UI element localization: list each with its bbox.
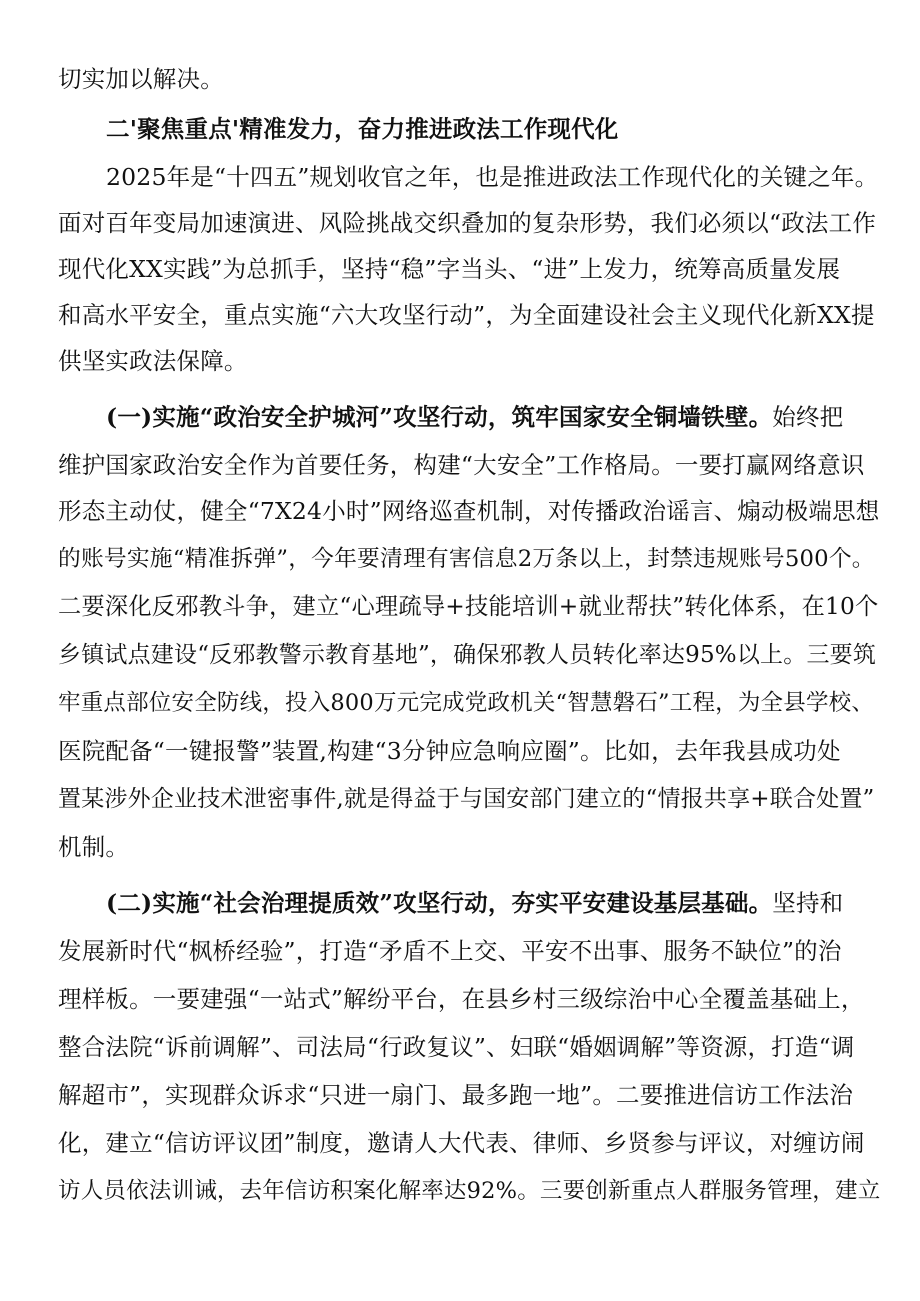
item2-line: 化，建立“信访评议团”制度，邀请人大代表、律师、乡贤参与评议，对缠访闹 bbox=[58, 1129, 865, 1157]
item1-line: 的账号实施“精准拆弹”，今年要清理有害信息2万条以上，封禁违规账号500个。 bbox=[58, 546, 875, 572]
item1-line: 乡镇试点建设“反邪教警示教育基地”，确保邪教人员转化率达95%以上。三要筑 bbox=[58, 642, 877, 668]
item1-line: 机制。 bbox=[58, 833, 130, 861]
item1-first-line bbox=[106, 398, 882, 436]
intro-line: 现代化XX实践”为总抓手，坚持“稳”字当头、“进”上发力，统筹高质量发展 bbox=[58, 255, 841, 283]
item2-line: 整合法院“诉前调解”、司法局“行政复议”、妇联“婚姻调解”等资源，打造“调 bbox=[58, 1033, 855, 1061]
intro-line: 和高水平安全，重点实施“六大攻坚行动”，为全面建设社会主义现代化新XX提 bbox=[58, 301, 875, 329]
section-heading: 二'聚焦重点'精准发力，奋力推进政法工作现代化 bbox=[106, 115, 619, 143]
item1-line: 牢重点部位安全防线，投入800万元完成党政机关“智慧磐石”工程，为全县学校、 bbox=[58, 690, 875, 716]
item2-heading: (二)实施“社会治理提质效”攻坚行动，夯实平安建设基层基础。 bbox=[106, 889, 773, 917]
item2-line: 理样板。一要建强“一站式”解纷平台，在县乡村三级综治中心全覆盖基础上， bbox=[58, 985, 865, 1013]
item2-line: 解超市”，实现群众诉求“只进一扇门、最多跑一地”。二要推进信访工作法治 bbox=[58, 1081, 854, 1109]
item1-heading: (一)实施“政治安全护城河”攻坚行动，筑牢国家安全铜墙铁壁。 bbox=[106, 403, 773, 431]
intro-line: 面对百年变局加速演进、风险挑战交织叠加的复杂形势，我们必须以“政法工作 bbox=[58, 209, 877, 237]
intro-line: 2025年是“十四五”规划收官之年，也是推进政法工作现代化的关键之年。 bbox=[106, 163, 879, 191]
intro-line: 供坚实政法保障。 bbox=[58, 347, 248, 375]
item2-line: 发展新时代“枫桥经验”，打造“矛盾不上交、平安不出事、服务不缺位”的治 bbox=[58, 937, 842, 965]
item1-line: 维护国家政治安全作为首要任务，构建“大安全”工作格局。一要打赢网络意识 bbox=[58, 451, 865, 479]
item1-line: 二要深化反邪教斗争，建立“心理疏导+技能培训+就业帮扶”转化体系，在10个 bbox=[58, 593, 879, 620]
item2-line: 访人员依法训诫，去年信访积案化解率达92%。三要创新重点人群服务管理，建立 bbox=[58, 1178, 881, 1204]
item2-first-rest: 坚持和 bbox=[772, 889, 844, 917]
item1-line: 置某涉外企业技术泄密事件,就是得益于与国安部门建立的“情报共享+联合处置” bbox=[58, 786, 875, 812]
item1-line: 形态主动仗，健全“7X24小时”网络巡查机制，对传播政治谣言、煽动极端思想 bbox=[58, 497, 880, 525]
continuation-text: 切实加以解决。 bbox=[58, 65, 224, 93]
item2-first-line bbox=[106, 884, 882, 922]
item1-first-rest: 始终把 bbox=[772, 403, 844, 431]
item1-line: 医院配备“一键报警”装置,构建“3分钟应急响应圈”。比如，去年我县成功处 bbox=[58, 737, 841, 765]
